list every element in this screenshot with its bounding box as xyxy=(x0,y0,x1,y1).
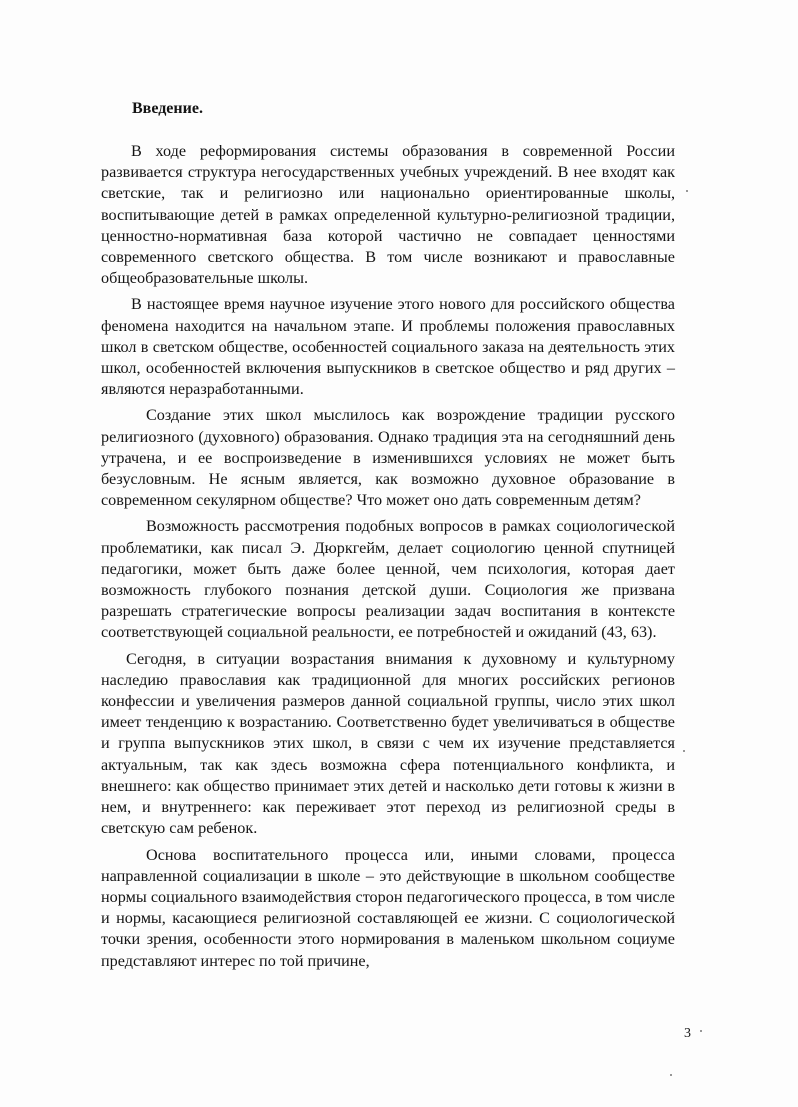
page-number: 3 xyxy=(684,1026,691,1041)
section-heading: Введение. xyxy=(132,100,203,117)
paragraph: Возможность рассмотрения подобных вопросов в рамках социологической проблематики, как писал Э. Дюркгейм, делает социологию ценной спутницей педагогики, может быть даже более ценной, чем психология, которая дает возможность глубокого познания детской души. Социология же призвана разрешать стратегические вопросы реализации задач воспитания в контексте соответствующей социальной реальности, ее потребностей и ожиданий (43, 63). xyxy=(101,517,675,642)
scan-speck xyxy=(683,750,685,752)
scan-speck xyxy=(686,190,688,192)
paragraph: Создание этих школ мыслилось как возрождение традиции русского религиозного (духовного) образования. Однако традиция эта на сегодняшний день утрачена, и ее воспроизведение в изменившихся условиях не может быть безусловным. Не ясным является, как возможно духовное образование в современном секулярном обществе? Что может оно дать современным детям? xyxy=(101,406,675,510)
scan-speck xyxy=(670,1074,672,1076)
paragraph: Сегодня, в ситуации возрастания внимания к духовному и культурному наследию православия как традиционной для многих российских регионов конфессии и увеличения размеров данной социальной группы, число этих школ имеет тенденцию к возрастанию. Соответственно будет увеличиваться в обществе и группа выпускников этих школ, в связи с чем их изучение представляется актуальным, так как здесь возможна сфера потенциального конфликта, и внешнего: как общество принимает этих детей и насколько дети готовы к жизни в нем, и внутреннего: как переживает этот переход из религиозной среды в светскую сам ребенок. xyxy=(101,649,675,838)
body-text xyxy=(101,141,675,977)
paragraph: В ходе реформирования системы образования в современной России развивается структура негосударственных учебных учреждений. В нее входят как светские, так и религиозно или национально ориентированные школы, воспитывающие детей в рамках определенной культурно-религиозной традиции, ценностно-нормативная база которой частично не совпадает ценностями современного светского общества. В том числе возникают и православные общеобразовательные школы. xyxy=(101,142,675,288)
paragraph: Основа воспитательного процесса или, иными словами, процесса направленной социализации в школе – это действующие в школьном сообществе нормы социального взаимодействия сторон педагогического процесса, в том числе и нормы, касающиеся религиозной составляющей ее жизни. С социологической точки зрения, особенности этого нормирования в маленьком школьном социуме представляют интерес по той причине, xyxy=(101,845,675,970)
paragraph: В настоящее время научное изучение этого нового для российского общества феномена находится на начальном этапе. И проблемы положения православных школ в светском обществе, особенностей социального заказа на деятельность этих школ, особенностей включения выпускников в светское общество и ряд других – являются неразработанными. xyxy=(101,295,675,399)
scan-speck xyxy=(700,1030,702,1032)
